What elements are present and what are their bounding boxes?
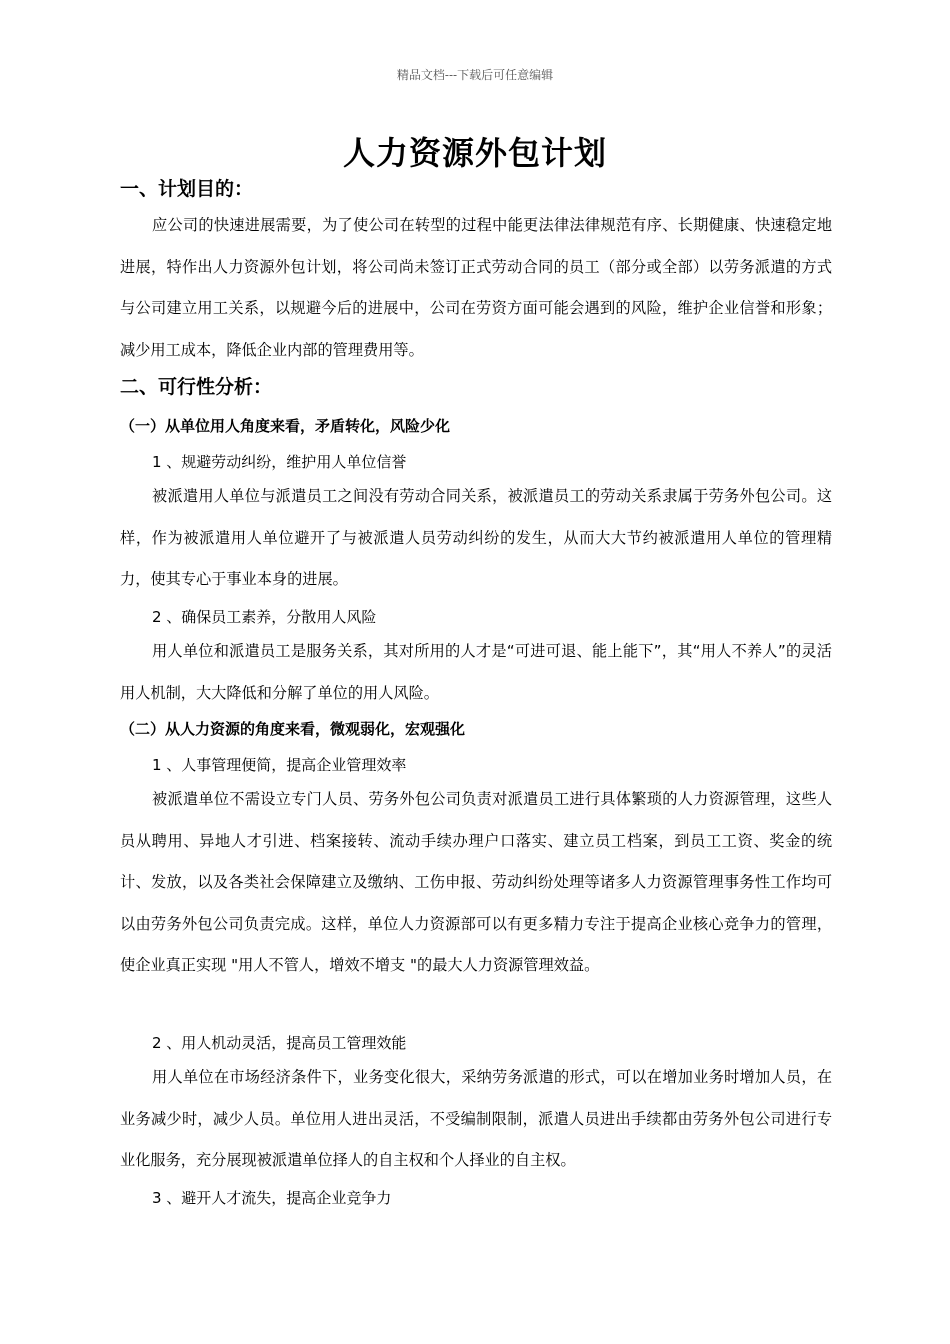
section-heading-purpose: 一、计划目的： — [120, 178, 254, 200]
section-heading-feasibility: 二、可行性分析： — [120, 376, 273, 398]
list-item-1: 1 、规避劳动纠纷，维护用人单位信誉 — [152, 453, 407, 471]
document-title: 人力资源外包计划 — [342, 134, 607, 172]
list-item-4: 2 、用人机动灵活，提高员工管理效能 — [152, 1034, 407, 1052]
paragraph-avoid-disputes: 被派遣用人单位与派遣员工之间没有劳动合同关系，被派遣员工的劳动关系隶属于劳务外包公司。这样，作为被派遣用人单位避开了与被派遣人员劳动纠纷的发生，从而大大节约被派遣用人单位的管理精力，使其专心于事业本身的进展。 — [120, 487, 832, 588]
list-item-2: 2 、确保员工素养，分散用人风险 — [152, 608, 377, 626]
subsection-heading-hr: （二）从人力资源的角度来看，微观弱化，宏观强化 — [120, 720, 466, 738]
paragraph-flexible-staffing: 用人单位在市场经济条件下，业务变化很大，采纳劳务派遣的形式，可以在增加业务时增加人员，在业务减少时，减少人员。单位用人进出灵活，不受编制限制，派遣人员进出手续都由劳务外包公司进行专业化服务，充分展现被派遣单位择人的自主权和个人择业的自主权。 — [120, 1068, 832, 1169]
list-item-5: 3 、避开人才流失，提高企业竞争力 — [152, 1189, 392, 1207]
paragraph-purpose: 应公司的快速进展需要，为了使公司在转型的过程中能更法律法律规范有序、长期健康、快速稳定地进展，特作出人力资源外包计划，将公司尚未签订正式劳动合同的员工（部分或全部）以劳务派遣的方式与公司建立用工关系，以规避今后的进展中，公司在劳资方面可能会遇到的风险，维护企业信誉和形象；减少用工成本，降低企业内部的管理费用等。 — [120, 216, 832, 359]
paragraph-simplified-management: 被派遣单位不需设立专门人员、劳务外包公司负责对派遣员工进行具体繁琐的人力资源管理，这些人员从聘用、异地人才引进、档案接转、流动手续办理户口落实、建立员工档案，到员工工资、奖金的统计、发放，以及各类社会保障建立及缴纳、工伤申报、劳动纠纷处理等诸多人力资源管理事务性工作均可以由劳务外包公司负责完成。这样，单位人力资源部可以有更多精力专注于提高企业核心竞争力的管理， 使企业真正实现 "用人不管人，增效不增支 "的最大人力资源管理效益。 — [120, 790, 832, 974]
subsection-heading-unit: （一）从单位用人角度来看，矛盾转化，风险少化 — [120, 417, 451, 435]
paragraph-staff-quality: 用人单位和派遣员工是服务关系，其对所用的人才是“可进可退、能上能下”，其“用人不养人”的灵活用人机制，大大降低和分解了单位的用人风险。 — [120, 642, 832, 702]
list-item-3: 1 、人事管理便简，提高企业管理效率 — [152, 756, 407, 774]
page-header: 精品文档---下载后可任意编辑 — [396, 68, 554, 82]
